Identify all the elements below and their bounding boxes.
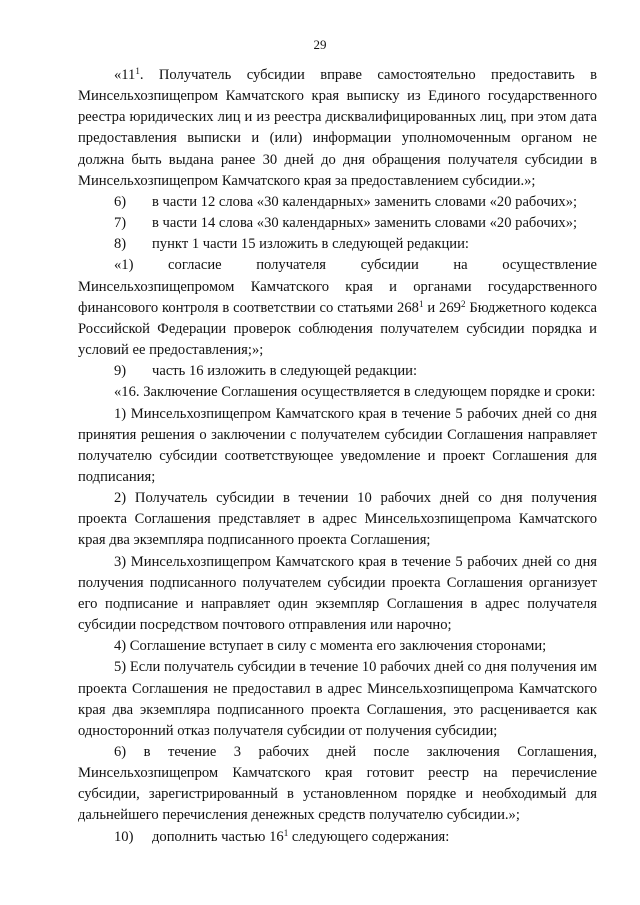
paragraph-16-item-1: 1) Минсельхозпищепром Камчатского края в течение 5 рабочих дней со дня принятия решения о заключении с получателем субсидии Соглашения направляет получателю субсидии соответствующее уведомление и проект Соглашения для подписания; [78,405,597,485]
item-text: следующего содержания: [288,828,450,845]
item-text: в части 12 слова «30 календарных» заменить словами «20 рабочих»; [152,193,578,210]
item-text: часть 16 изложить в следующей редакции: [152,363,418,380]
superscript: 2 [460,298,466,309]
item-number: 8) [114,236,127,253]
list-item-8 [78,234,597,255]
paragraph-text: «11 [114,67,136,83]
paragraph-16-item-4: 4) Соглашение вступает в силу с момента его заключения сторонами; [114,638,547,655]
item-number: 6) [114,193,127,210]
paragraph-16-item-2: 2) Получатель субсидии в течении 10 рабочих дней со дня получения проекта Соглашения представляет в адрес Минсельхозпищепрома Камчатского края два экземпляра подписанного проекта Соглашения; [78,490,597,549]
page-number: 29 [313,37,327,52]
list-item-6 [78,192,597,213]
item-text: пункт 1 части 15 изложить в следующей редакции: [152,236,469,253]
paragraph-text: и 269 [423,299,461,316]
superscript: 1 [135,66,140,76]
list-item-9 [78,361,597,382]
paragraph-text: Бюджетного кодекса Российской Федерации проверок соблюдения получателем субсидии порядка и условий ее предоставления;»; [78,299,597,359]
item-text: в части 14 слова «30 календарных» заменить словами «20 рабочих»; [152,215,578,232]
paragraph-11-1 [78,65,597,192]
paragraph-16: «16. Заключение Соглашения осуществляется в следующем порядке и сроки: [114,384,596,401]
paragraph-16-item-6: 6) в течение 3 рабочих дней после заключения Соглашения, Минсельхозпищепром Камчатского края готовит реестр на перечисление субсидии, зарегистрированный в установленном порядке и необходимый для дальнейшего перечисления денежных средств получателю субсидии.»; [78,744,597,824]
superscript: 1 [283,827,289,838]
item-text: дополнить частью 16 [152,828,284,845]
superscript: 1 [418,298,424,309]
list-item-10 [78,827,597,848]
item-number: 10) [114,828,134,845]
paragraph-16-item-5: 5) Если получатель субсидии в течение 10 рабочих дней со дня получения им проекта Соглашения не предоставил в адрес Минсельхозпищепрома Камчатского края два экземпляра подписанного проекта Соглашения, это расценивается как односторонний отказ получателя субсидии от получения субсидии; [78,659,597,739]
document-body [78,65,597,848]
paragraph-text: . Получатель субсидии вправе самостоятельно предоставить в Минсельхозпищепром Камчатского края выписку из Единого государственного реестра юридических лиц и из реестра дисквалифицированных лиц, при этом дата предоставления выписки и (или) информации уполномоченным органом не должна быть выдана ранее 30 дней до дня обращения получателя субсидии в Минсельхозпищепром Камчатского края за предоставлением субсидии.»; [78,67,597,189]
item-number: 7) [114,215,127,232]
paragraph-text: «1) согласие получателя субсидии на осуществление Минсельхозпищепромом Камчатского края и органами государственного финансового контроля в соответствии со статьями 268 [78,257,597,316]
paragraph-16-item-3: 3) Минсельхозпищепром Камчатского края в течение 5 рабочих дней со дня получения подписанного получателем субсидии проекта Соглашения организует его подписание и направляет один экземпляр Соглашения в адрес получателя субсидии посредством почтового отправления или нарочно; [78,553,597,634]
list-item-7 [78,213,597,234]
paragraph-consent [78,255,597,361]
item-number: 9) [114,363,127,380]
